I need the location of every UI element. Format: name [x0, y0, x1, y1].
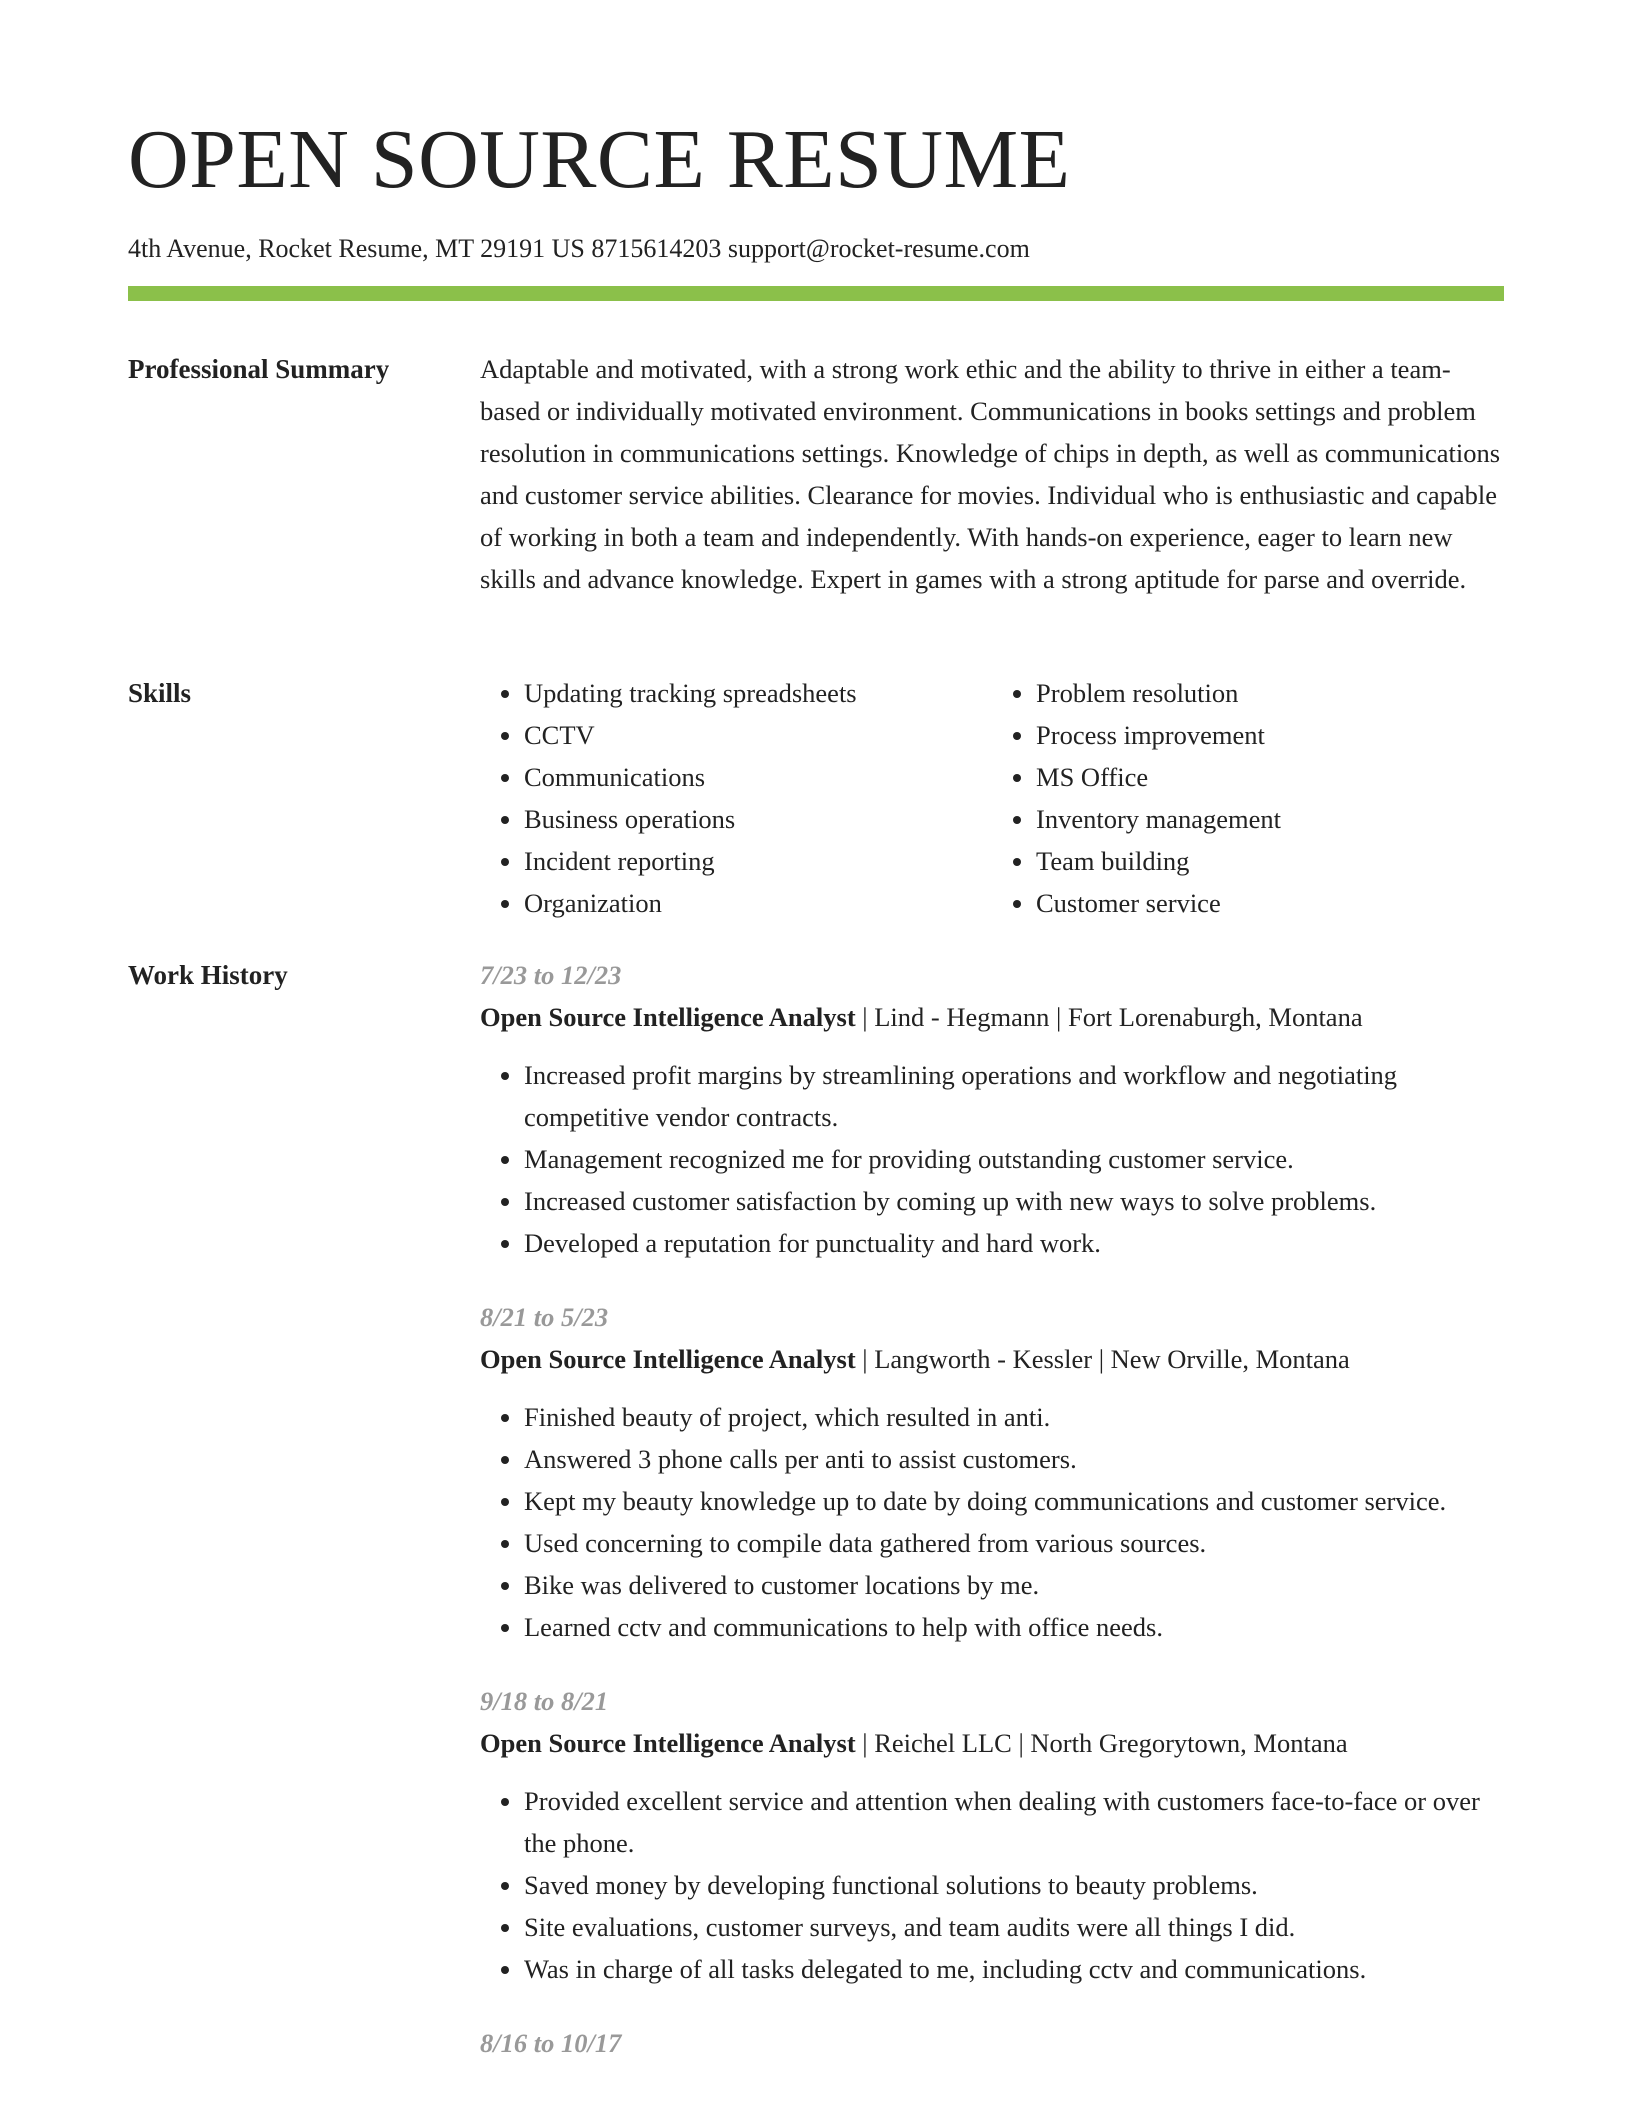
section-title: Skills [128, 678, 192, 708]
job-bullet: • Management recognized me for providing outstanding customer service. [524, 1138, 1504, 1180]
job-separator: | [855, 1002, 875, 1032]
job-bullet: • Developed a reputation for punctuality and hard work. [524, 1222, 1504, 1264]
section-title: Work History [128, 960, 288, 990]
job-title: Open Source Intelligence Analyst [480, 1002, 856, 1032]
skill-item: • Updating tracking spreadsheets [524, 672, 992, 714]
job-separator: | [1011, 1728, 1031, 1758]
skills-list-right [992, 672, 1504, 924]
job-separator: | [1092, 1344, 1111, 1374]
skill-item: • Problem resolution [1036, 672, 1504, 714]
skill-item: • Business operations [524, 798, 992, 840]
job-bullets [480, 1396, 1504, 1648]
job-bullet: • Saved money by developing functional solutions to beauty problems. [524, 1864, 1504, 1906]
header-divider [128, 286, 1504, 301]
job-separator: | [855, 1344, 875, 1374]
job-heading [480, 1722, 1504, 1764]
job-bullet: • Used concerning to compile data gathered from various sources. [524, 1522, 1504, 1564]
job-dates: 9/18 to 8/21 [480, 1686, 609, 1716]
skill-item: • Incident reporting [524, 840, 992, 882]
resume-name: OPEN SOURCE RESUME [128, 113, 1071, 206]
job-separator: | [855, 1728, 875, 1758]
job-location: North Gregorytown, Montana [1030, 1728, 1348, 1758]
job-bullet: • Bike was delivered to customer locations by me. [524, 1564, 1504, 1606]
job-company: Lind - Hegmann [874, 1002, 1050, 1032]
skill-item: • Customer service [1036, 882, 1504, 924]
job-bullet: • Increased customer satisfaction by coming up with new ways to solve problems. [524, 1180, 1504, 1222]
job-dates: 8/16 to 10/17 [480, 2028, 622, 2058]
skills-list-left [480, 672, 992, 924]
job-bullet: • Answered 3 phone calls per anti to assist customers. [524, 1438, 1504, 1480]
contact-line: 4th Avenue, Rocket Resume, MT 29191 US 8715614203 support@rocket-resume.com [128, 234, 1030, 263]
job-heading [480, 1338, 1504, 1380]
skill-item: • Team building [1036, 840, 1504, 882]
job-bullet: • Provided excellent service and attention when dealing with customers face-to-face or over the phone. [524, 1780, 1504, 1864]
job-bullet: • Kept my beauty knowledge up to date by doing communications and customer service. [524, 1480, 1504, 1522]
skill-item: • Inventory management [1036, 798, 1504, 840]
job-entry [480, 954, 1504, 1264]
job-location: New Orville, Montana [1110, 1344, 1350, 1374]
skill-item: • CCTV [524, 714, 992, 756]
job-company: Langworth - Kessler [874, 1344, 1093, 1374]
skill-item: • Organization [524, 882, 992, 924]
job-entry [480, 2022, 1504, 2064]
job-bullets [480, 1780, 1504, 1990]
job-bullet: • Was in charge of all tasks delegated to me, including cctv and communications. [524, 1948, 1504, 1990]
job-title: Open Source Intelligence Analyst [480, 1344, 856, 1374]
job-bullet: • Increased profit margins by streamlining operations and workflow and negotiating competitive vendor contracts. [524, 1054, 1504, 1138]
job-bullet: • Site evaluations, customer surveys, and team audits were all things I did. [524, 1906, 1504, 1948]
job-bullet: • Finished beauty of project, which resulted in anti. [524, 1396, 1504, 1438]
job-company: Reichel LLC [874, 1728, 1012, 1758]
job-heading [480, 996, 1504, 1038]
job-entry [480, 1680, 1504, 1990]
job-bullets [480, 1054, 1504, 1264]
job-dates: 8/21 to 5/23 [480, 1302, 609, 1332]
job-location: Fort Lorenaburgh, Montana [1067, 1002, 1363, 1032]
section-title: Professional Summary [128, 354, 390, 384]
job-separator: | [1049, 1002, 1068, 1032]
job-title: Open Source Intelligence Analyst [480, 1728, 856, 1758]
skill-item: • Communications [524, 756, 992, 798]
summary-text: Adaptable and motivated, with a strong work ethic and the ability to thrive in either a team-based or individually motivated environment. Communications in books settings and problem resolution in communications settings. Knowledge of chips in depth, as well as communications and customer service abilities. Clearance for movies. Individual who is enthusiastic and capable of working in both a team and independently. With hands-on experience, eager to learn new skills and advance knowledge. Expert in games with a strong aptitude for parse and override. [480, 354, 1501, 594]
job-dates: 7/23 to 12/23 [480, 960, 622, 990]
skill-item: • MS Office [1036, 756, 1504, 798]
job-entry [480, 1296, 1504, 1648]
job-bullet: • Learned cctv and communications to help with office needs. [524, 1606, 1504, 1648]
skill-item: • Process improvement [1036, 714, 1504, 756]
